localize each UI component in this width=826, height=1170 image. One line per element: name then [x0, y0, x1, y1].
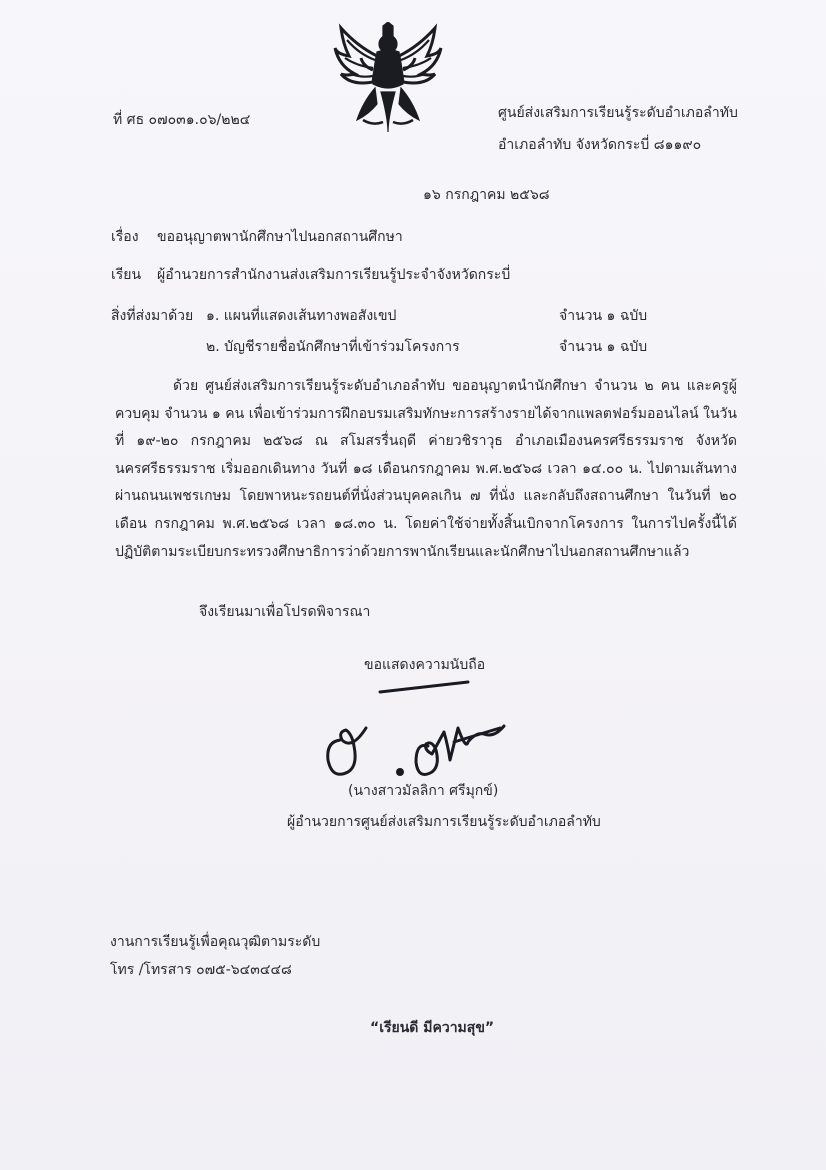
enclosure-quantity: จำนวน ๑ ฉบับ — [559, 339, 648, 355]
signatory-position: ผู้อำนวยการศูนย์ส่งเสริมการเรียนรู้ระดับอำเภอลำทับ — [287, 814, 601, 830]
subject-label: เรื่อง — [111, 229, 139, 245]
enclosure-item: ๒. บัญชีรายชื่อนักศึกษาที่เข้าร่วมโครงการ — [206, 339, 460, 355]
closing-request: จึงเรียนมาเพื่อโปรดพิจารณา — [199, 604, 371, 620]
organization-address: อำเภอลำทับ จังหวัดกระบี่ ๘๑๑๙๐ — [498, 137, 702, 153]
body-paragraph — [115, 373, 737, 566]
closing-salutation: ขอแสดงความนับถือ — [364, 657, 486, 673]
enclosures-label: สิ่งที่ส่งมาด้วย — [111, 308, 194, 324]
reference-number: ที่ ศธ ๐๗๐๓๑.๐๖/๒๒๔ — [113, 112, 251, 128]
handwritten-signature — [318, 680, 518, 790]
enclosure-quantity: จำนวน ๑ ฉบับ — [559, 308, 648, 324]
department-name: งานการเรียนรู้เพื่อคุณวุฒิตามระดับ — [110, 934, 321, 950]
slogan: “เรียนดี มีความสุข” — [370, 1020, 495, 1036]
letter-date: ๑๖ กรกฎาคม ๒๕๖๘ — [423, 187, 550, 203]
contact-phone: โทร /โทรสาร ๐๗๕-๖๔๓๔๔๘ — [110, 962, 292, 978]
enclosure-item: ๑. แผนที่แสดงเส้นทางพอสังเขป — [206, 308, 397, 324]
subject-text: ขออนุญาตพานักศึกษาไปนอกสถานศึกษา — [157, 229, 403, 245]
recipient-text: ผู้อำนวยการสำนักงานส่งเสริมการเรียนรู้ประจำจังหวัดกระบี่ — [157, 267, 511, 283]
garuda-emblem-icon — [333, 22, 443, 134]
signatory-name: (นางสาวมัลลิกา ศรีมุกข์) — [348, 783, 499, 799]
recipient-label: เรียน — [111, 267, 142, 283]
organization-name: ศูนย์ส่งเสริมการเรียนรู้ระดับอำเภอลำทับ — [498, 105, 738, 121]
body-paragraph-text: ด้วย ศูนย์ส่งเสริมการเรียนรู้ระดับอำเภอลำทับ ขออนุญาตนำนักศึกษา จำนวน ๒ คน และครูผู้ควบคุม จำนวน ๑ คน เพื่อเข้าร่วมการฝึกอบรมเสริมทักษะการสร้างรายได้จากแพลตฟอร์มออนไลน์ ในวันที่ ๑๙-๒๐ กรกฎาคม ๒๕๖๘ ณ สโมสรรื่นฤดี ค่ายวชิราวุธ อำเภอเมืองนครศรีธรรมราช จังหวัดนครศรีธรรมราช เริ่มออกเดินทาง วันที่ ๑๘ เดือนกรกฎาคม พ.ศ.๒๕๖๘ เวลา ๑๔.๐๐ น. ไปตามเส้นทางผ่านถนนเพชรเกษม โดยพาหนะรถยนต์ที่นั่งส่วนบุคคลเกิน ๗ ที่นั่ง และกลับถึงสถานศึกษา ในวันที่ ๒๐ เดือน กรกฎาคม พ.ศ.๒๕๖๘ เวลา ๑๘.๓๐ น. โดยค่าใช้จ่ายทั้งสิ้นเบิกจากโครงการ ในการไปครั้งนี้ได้ปฏิบัติตามระเบียบกระทรวงศึกษาธิการว่าด้วยการพานักเรียนและนักศึกษาไปนอกสถานศึกษาแล้ว — [115, 378, 737, 560]
